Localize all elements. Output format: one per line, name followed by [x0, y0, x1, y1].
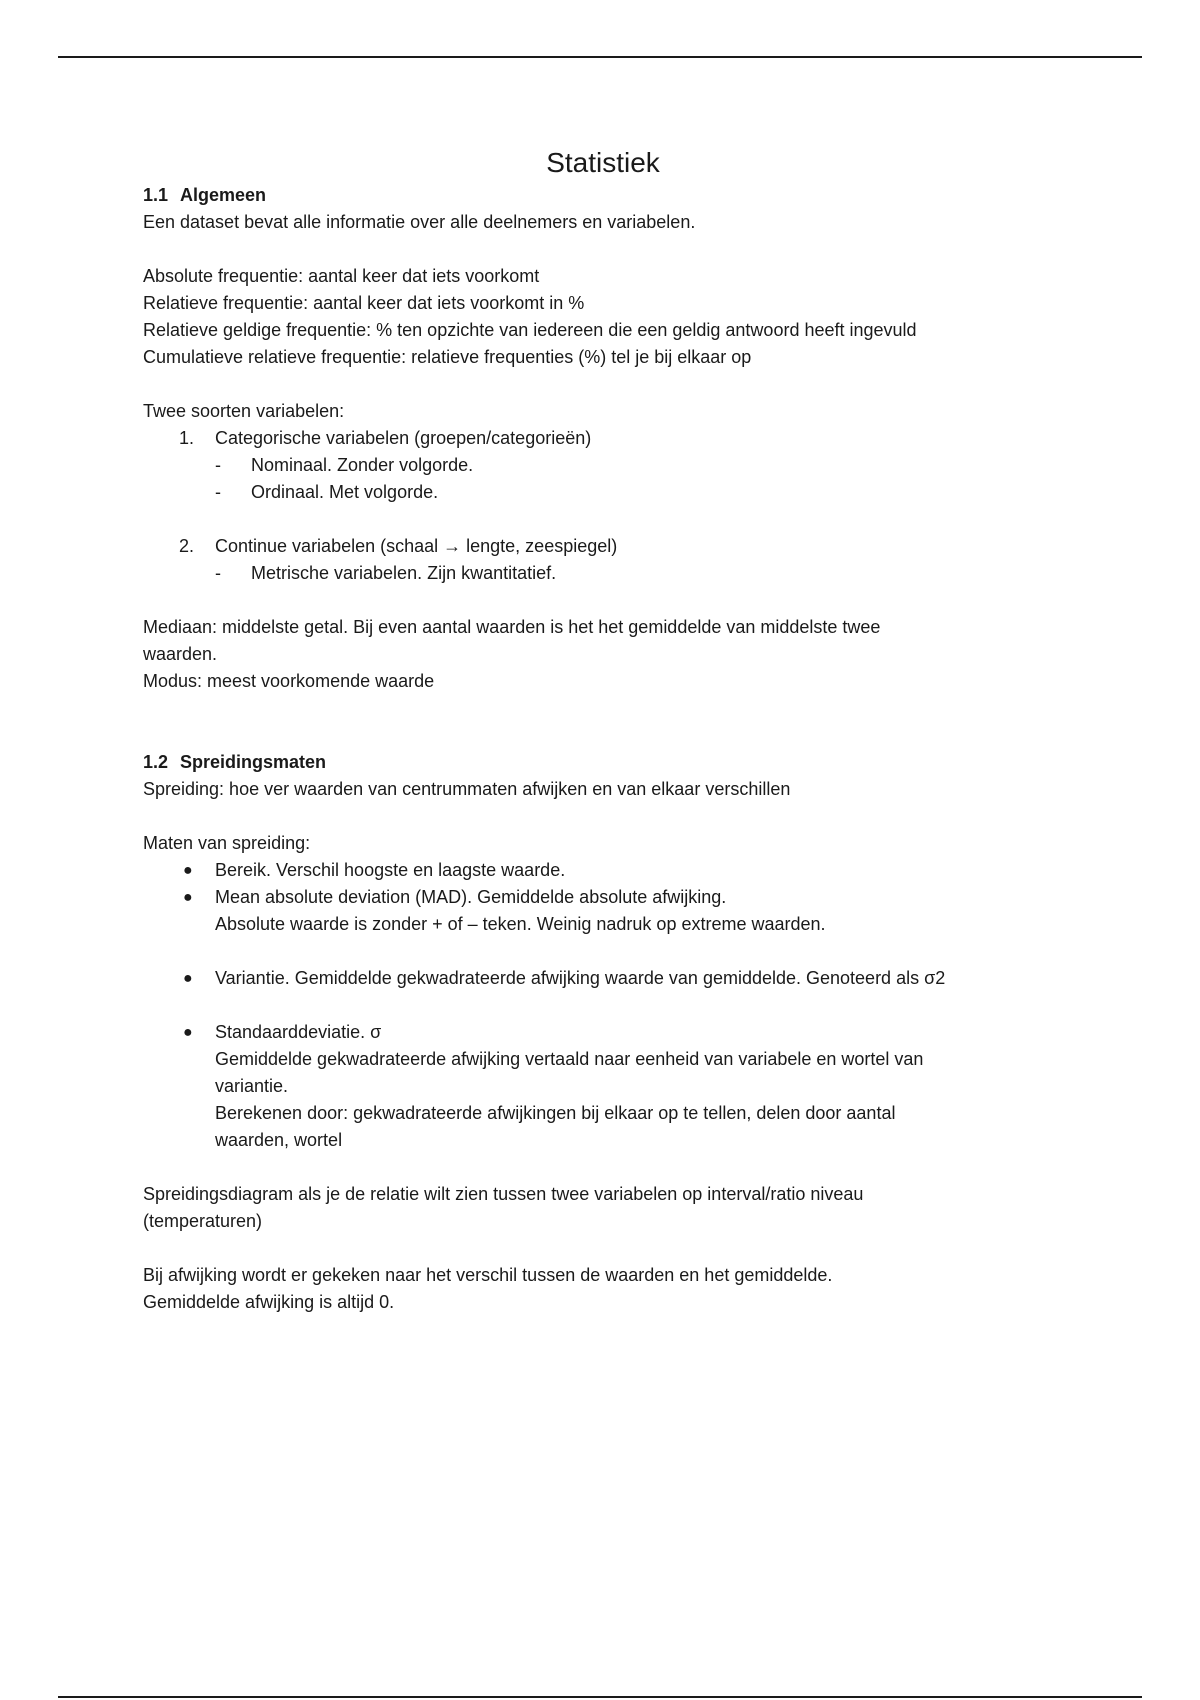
section-title: Spreidingsmaten: [180, 752, 327, 772]
deviation-line-2: Gemiddelde afwijking is altijd 0.: [143, 1292, 395, 1312]
sublist-item-label: Nominaal. Zonder volgorde.: [251, 455, 474, 475]
document-title: Statistiek: [546, 147, 660, 178]
bullet-marker: ●: [183, 889, 193, 906]
sd-line-4: waarden, wortel: [215, 1130, 343, 1150]
dash-marker: -: [215, 482, 221, 502]
median-line-1: Mediaan: middelste getal. Bij even aantal waarden is het het gemiddelde van middelste twee: [143, 617, 881, 637]
document-body: [143, 146, 1063, 1316]
bullet-item-variantie: [143, 965, 1063, 992]
section-title: Algemeen: [180, 185, 267, 205]
frequency-cumulative: Cumulatieve relatieve frequentie: relatieve frequenties (%) tel je bij elkaar op: [143, 347, 752, 367]
header-rule: [58, 56, 1142, 58]
mad-note: Absolute waarde is zonder + of – teken. Weinig nadruk op extreme waarden.: [215, 914, 826, 934]
median-line-2: waarden.: [143, 644, 218, 664]
bullet-marker: ●: [183, 1024, 193, 1041]
scatter-line-2: (temperaturen): [143, 1211, 263, 1231]
section-number: 1.1: [143, 185, 169, 205]
sd-line-3: Berekenen door: gekwadrateerde afwijkingen bij elkaar op te tellen, delen door aantal: [215, 1103, 896, 1123]
bullet-item-label: Standaarddeviatie. σ: [215, 1022, 382, 1042]
list-item-label: Continue variabelen (schaal → lengte, zeespiegel): [215, 536, 618, 556]
list-number: 1.: [179, 428, 195, 448]
bullet-item-label: Bereik. Verschil hoogste en laagste waarde.: [215, 860, 566, 880]
sublist-item-nominal: [143, 452, 1063, 479]
sublist-item-ordinal: [143, 479, 1063, 506]
bullet-item-bereik: [143, 857, 1063, 884]
bullet-marker: ●: [183, 970, 193, 987]
bullet-item-label: Mean absolute deviation (MAD). Gemiddelde absolute afwijking.: [215, 887, 727, 907]
list-item-categorical: [143, 425, 1063, 452]
frequency-absolute: Absolute frequentie: aantal keer dat iets voorkomt: [143, 266, 540, 286]
measures-intro: Maten van spreiding:: [143, 833, 311, 853]
sublist-item-metric: [143, 560, 1063, 587]
sd-line-1: Gemiddelde gekwadrateerde afwijking vertaald naar eenheid van variabele en wortel van: [215, 1049, 924, 1069]
list-item-label: Categorische variabelen (groepen/categorieën): [215, 428, 592, 448]
sublist-item-label: Metrische variabelen. Zijn kwantitatief.: [251, 563, 557, 583]
paragraph-spreiding: Spreiding: hoe ver waarden van centrummaten afwijken en van elkaar verschillen: [143, 779, 791, 799]
variables-intro: Twee soorten variabelen:: [143, 401, 345, 421]
frequency-relative-valid: Relatieve geldige frequentie: % ten opzichte van iedereen die een geldig antwoord heeft ingevuld: [143, 320, 917, 340]
footer-rule: [58, 1696, 1142, 1698]
deviation-line-1: Bij afwijking wordt er gekeken naar het verschil tussen de waarden en het gemiddelde.: [143, 1265, 833, 1285]
scatter-line-1: Spreidingsdiagram als je de relatie wilt zien tussen twee variabelen op interval/ratio niveau: [143, 1184, 864, 1204]
bullet-item-mad: [143, 884, 1063, 911]
mode-definition: Modus: meest voorkomende waarde: [143, 671, 435, 691]
list-number: 2.: [179, 536, 195, 556]
section-number: 1.2: [143, 752, 169, 772]
section-heading-spreidingsmaten: [143, 749, 1063, 776]
bullet-marker: ●: [183, 862, 193, 879]
bullet-item-standaarddeviatie: [143, 1019, 1063, 1046]
dash-marker: -: [215, 455, 221, 475]
list-item-continuous: [143, 533, 1063, 560]
dash-marker: -: [215, 563, 221, 583]
section-heading-algemeen: [143, 182, 1063, 209]
sublist-item-label: Ordinaal. Met volgorde.: [251, 482, 439, 502]
bullet-item-label: Variantie. Gemiddelde gekwadrateerde afwijking waarde van gemiddelde. Genoteerd als σ2: [215, 968, 946, 988]
sd-line-2: variantie.: [215, 1076, 289, 1096]
frequency-relative: Relatieve frequentie: aantal keer dat iets voorkomt in %: [143, 293, 585, 313]
paragraph-dataset: Een dataset bevat alle informatie over alle deelnemers en variabelen.: [143, 212, 696, 232]
